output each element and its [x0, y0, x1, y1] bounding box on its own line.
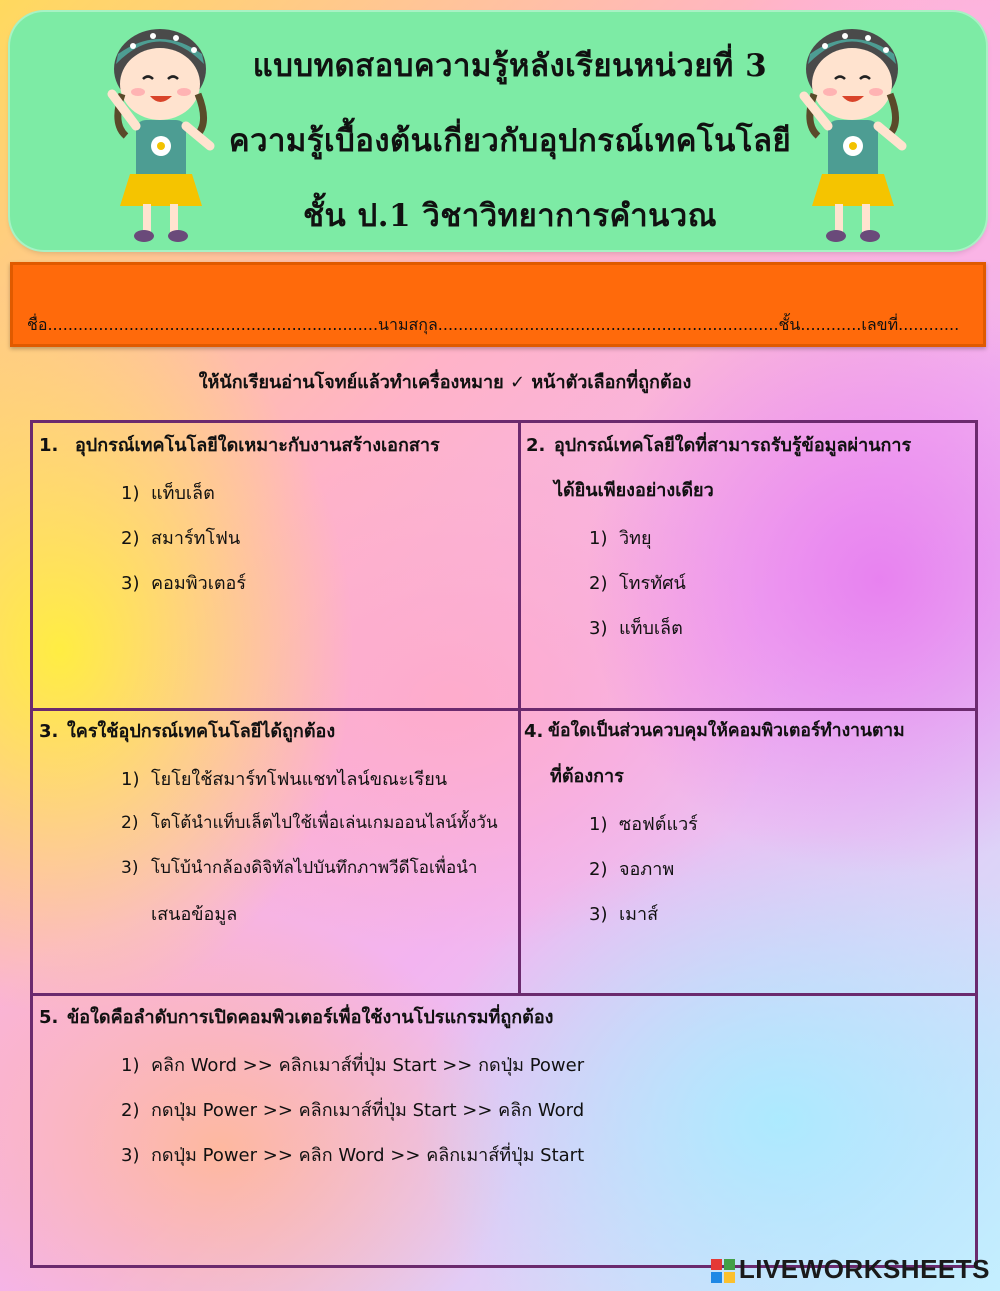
option-text: โทรทัศน์: [619, 573, 686, 594]
question-1-option-3[interactable]: [121, 568, 246, 597]
question-4-text-line-1: ข้อใดเป็นส่วนควบคุมให้คอมพิวเตอร์ทำงานตาม: [548, 721, 905, 741]
question-5-number: 5.: [39, 1007, 59, 1028]
option-number: 3): [121, 1145, 140, 1166]
question-2-text-line-2: ได้ยินเพียงอย่างเดียว: [554, 480, 714, 501]
question-4-option-2[interactable]: [589, 854, 674, 883]
option-number: 3): [589, 904, 608, 925]
question-3-text: ใครใช้อุปกรณ์เทคโนโลยีได้ถูกต้อง: [67, 721, 336, 742]
question-grid: [30, 420, 978, 1268]
option-text: แท็บเล็ต: [619, 618, 683, 639]
watermark-text: LIVEWORKSHEETS: [738, 1254, 990, 1284]
liveworksheets-logo-icon: [711, 1259, 735, 1283]
option-number: 1): [589, 814, 608, 835]
option-text: โบโบ้นำกล้องดิจิทัลไปบันทึกภาพวีดีโอเพื่อนำ: [151, 858, 478, 878]
option-number: 3): [589, 618, 608, 639]
title-line-3: ชั้น ป.1 วิชาวิทยาการคำนวณ: [303, 198, 717, 234]
question-4-number: 4.: [524, 721, 544, 742]
option-number: 1): [121, 1055, 140, 1076]
option-number: 2): [589, 573, 608, 594]
student-info-line: ชื่อ.................................................................นามสกุล...................................................................ชั้น............เลขที่............: [27, 315, 960, 334]
question-2-option-2[interactable]: [589, 568, 686, 597]
option-text: กดปุ่ม Power >> คลิกเมาส์ที่ปุ่ม Start >> คลิก Word: [151, 1100, 585, 1121]
title-line-2: ความรู้เบื้องต้นเกี่ยวกับอุปกรณ์เทคโนโลยี: [228, 123, 792, 159]
option-number: 3): [121, 573, 140, 594]
question-2-text-line-1: อุปกรณ์เทคโลยีใดที่สามารถรับรู้ข้อมูลผ่านการ: [554, 435, 912, 456]
option-text: แท็บเล็ต: [151, 483, 215, 504]
question-2-number: 2.: [526, 435, 546, 456]
option-text: ซอฟต์แวร์: [619, 814, 698, 835]
option-number: 2): [589, 859, 608, 880]
question-3-option-1[interactable]: [121, 764, 447, 793]
option-number: 1): [589, 528, 608, 549]
liveworksheets-watermark: [711, 1254, 990, 1285]
option-text: โยโยใช้สมาร์ทโฟนแชทไลน์ขณะเรียน: [151, 769, 448, 790]
option-number: 1): [121, 483, 140, 504]
question-1-number: 1.: [39, 435, 59, 456]
option-text: คอมพิวเตอร์: [151, 573, 247, 594]
option-text: คลิก Word >> คลิกเมาส์ที่ปุ่ม Start >> กดปุ่ม Power: [151, 1055, 585, 1076]
option-text: สมาร์ทโฟน: [151, 528, 241, 549]
question-4-option-3[interactable]: [589, 899, 658, 928]
option-number: 1): [121, 769, 140, 790]
option-text: กดปุ่ม Power >> คลิก Word >> คลิกเมาส์ที่ปุ่ม Start: [151, 1145, 585, 1166]
instruction: ให้นักเรียนอ่านโจทย์แล้วทำเครื่องหมาย ✓ หน้าตัวเลือกที่ถูกต้อง: [198, 372, 692, 393]
question-1-option-1[interactable]: [121, 478, 215, 507]
question-1-text: อุปกรณ์เทคโนโลยีใดเหมาะกับงานสร้างเอกสาร: [75, 435, 440, 456]
title-line-1: แบบทดสอบความรู้หลังเรียนหน่วยที่ 3: [252, 48, 768, 84]
question-1-option-2[interactable]: [121, 523, 240, 552]
option-number: 2): [121, 1100, 140, 1121]
question-3-number: 3.: [39, 721, 59, 742]
header-panel: [10, 12, 986, 250]
option-text: จอภาพ: [619, 859, 675, 880]
option-number: 2): [121, 528, 140, 549]
option-number: 2): [121, 813, 139, 833]
question-2-option-3[interactable]: [589, 613, 683, 642]
question-5-option-3[interactable]: [121, 1140, 584, 1169]
question-4-text-line-2: ที่ต้องการ: [550, 766, 624, 787]
question-3-option-3-continued: เสนอข้อมูล: [151, 904, 238, 925]
option-text: เมาส์: [619, 904, 659, 925]
question-5-option-2[interactable]: [121, 1095, 584, 1124]
question-5-text: ข้อใดคือลำดับการเปิดคอมพิวเตอร์เพื่อใช้งานโปรแกรมที่ถูกต้อง: [67, 1007, 554, 1028]
question-2-option-1[interactable]: [589, 523, 652, 552]
option-text: โตโต้นำแท็บเล็ตไปใช้เพื่อเล่นเกมออนไลน์ทั้งวัน: [151, 813, 498, 833]
question-3-option-2[interactable]: [121, 809, 498, 836]
question-5-option-1[interactable]: [121, 1050, 584, 1079]
question-3-option-3[interactable]: [121, 854, 477, 881]
question-4-option-1[interactable]: [589, 809, 698, 838]
option-number: 3): [121, 858, 139, 878]
option-text: วิทยุ: [619, 528, 652, 549]
student-info-bar: [10, 262, 986, 347]
